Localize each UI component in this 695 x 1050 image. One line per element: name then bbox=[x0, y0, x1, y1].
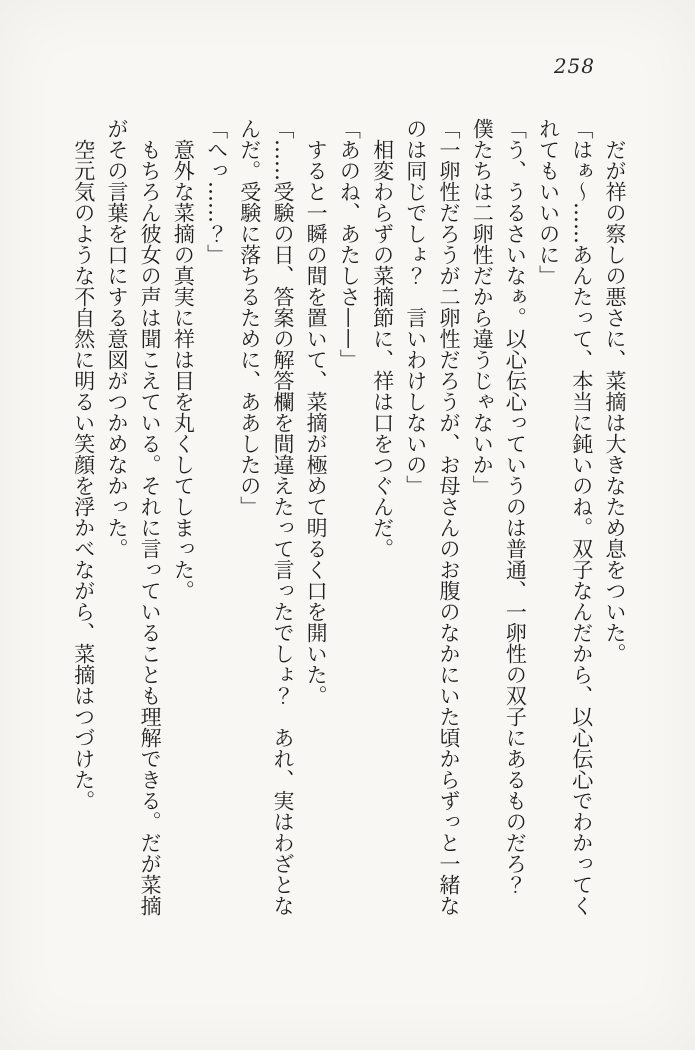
text-line: 「あのね、あたしさ——」 bbox=[337, 118, 362, 370]
text-block bbox=[67, 118, 631, 918]
text-line: 空元気のような不自然に明るい笑顔を浮かべながら、菜摘はつづけた。 bbox=[71, 118, 96, 811]
text-line: だが祥の察しの悪さに、菜摘は大きなため息をついた。 bbox=[603, 118, 627, 664]
page-number: 258 bbox=[553, 54, 595, 78]
text-line: 「……受験の日、答案の解答欄を間違えたって言ったでしょ？ あれ、実はわざとな bbox=[270, 118, 295, 916]
text-line: 僕たちは二卵性だから違うじゃないか」 bbox=[470, 118, 495, 496]
text-line: がその言葉を口にする意図がつかめなかった。 bbox=[104, 118, 129, 559]
text-line: 「一卵性だろうが二卵性だろうが、お母さんのお腹のなかにいた頃からずっと一緒な bbox=[436, 118, 461, 916]
text-line: のは同じでしょ？ 言いわけしないの」 bbox=[403, 118, 428, 496]
text-line: れてもいいのに」 bbox=[536, 118, 561, 286]
text-line: 相変わらずの菜摘節に、祥は口をつぐんだ。 bbox=[370, 118, 395, 559]
text-line: 「へっ……？」 bbox=[204, 118, 229, 265]
text-line: 「う、うるさいなぁ。以心伝心っていうのは普通、一卵性の双子にあるものだろ？ bbox=[503, 118, 528, 895]
text-line: んだ。受験に落ちるために、ああしたの」 bbox=[237, 118, 262, 517]
text-line: もちろん彼女の声は聞こえている。それに言っていることも理解できる。だが菜摘 bbox=[138, 118, 163, 916]
text-line: 「はぁ〜……あんたって、本当に鈍いのね。双子なんだから、以心伝心でわかってく bbox=[569, 118, 594, 916]
text-line: 意外な菜摘の真実に祥は目を丸くしてしまった。 bbox=[171, 118, 196, 601]
text-line: すると一瞬の間を置いて、菜摘が極めて明るく口を開いた。 bbox=[304, 118, 329, 706]
